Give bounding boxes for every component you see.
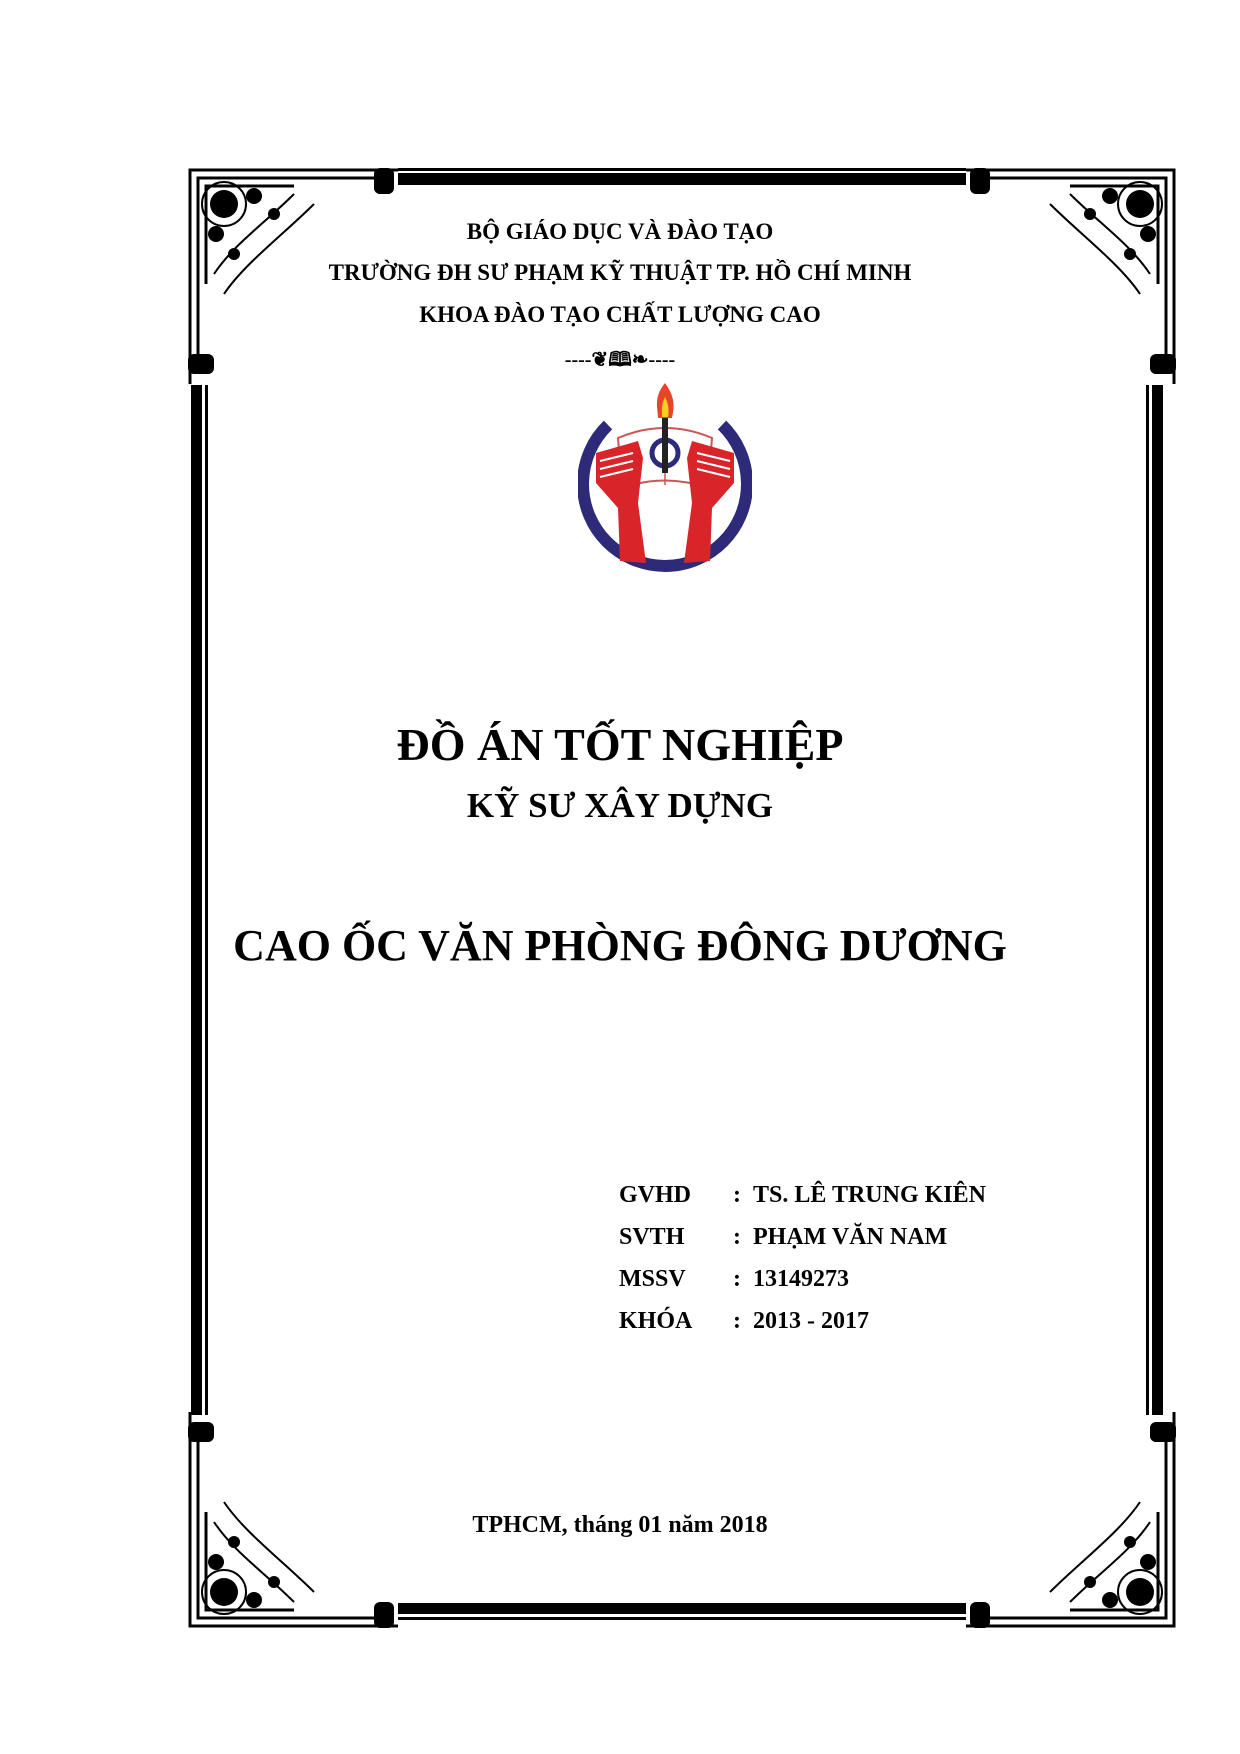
faculty-name: KHOA ĐÀO TẠO CHẤT LƯỢNG CAO <box>419 302 821 327</box>
project-title: CAO ỐC VĂN PHÒNG ĐÔNG DƯƠNG <box>233 921 1007 970</box>
border-top-thick <box>398 173 966 185</box>
ministry-name: BỘ GIÁO DỤC VÀ ĐÀO TẠO <box>466 219 774 244</box>
info-label: MSSV <box>619 1266 686 1292</box>
info-label: KHÓA <box>619 1308 693 1334</box>
border-bottom-thin <box>398 1617 966 1620</box>
border-left-thin <box>205 385 208 1415</box>
border-bottom-thick <box>398 1603 966 1614</box>
info-separator: : <box>733 1308 741 1334</box>
border-left-thick <box>191 385 202 1415</box>
university-name: TRƯỜNG ĐH SƯ PHẠM KỸ THUẬT TP. HỒ CHÍ MINH <box>328 260 912 285</box>
border-right-thin <box>1146 385 1149 1415</box>
thesis-title: ĐỒ ÁN TỐT NGHIỆP <box>396 719 844 770</box>
info-separator: : <box>733 1224 741 1250</box>
info-value: PHẠM VĂN NAM <box>753 1224 948 1250</box>
info-value: 13149273 <box>753 1266 849 1292</box>
border-top-thin <box>398 168 966 171</box>
info-separator: : <box>733 1266 741 1292</box>
info-label: SVTH <box>619 1224 685 1250</box>
info-value: TS. LÊ TRUNG KIÊN <box>753 1182 986 1208</box>
university-logo-icon <box>578 383 752 573</box>
info-label: GVHD <box>619 1182 691 1208</box>
place-date: TPHCM, tháng 01 năm 2018 <box>472 1512 768 1538</box>
border-right-thick <box>1152 385 1163 1415</box>
ornamental-divider: ----❦🕮❧---- <box>564 349 676 371</box>
thesis-subtitle: KỸ SƯ XÂY DỰNG <box>466 786 774 825</box>
info-separator: : <box>733 1182 741 1208</box>
info-value: 2013 - 2017 <box>753 1308 869 1334</box>
